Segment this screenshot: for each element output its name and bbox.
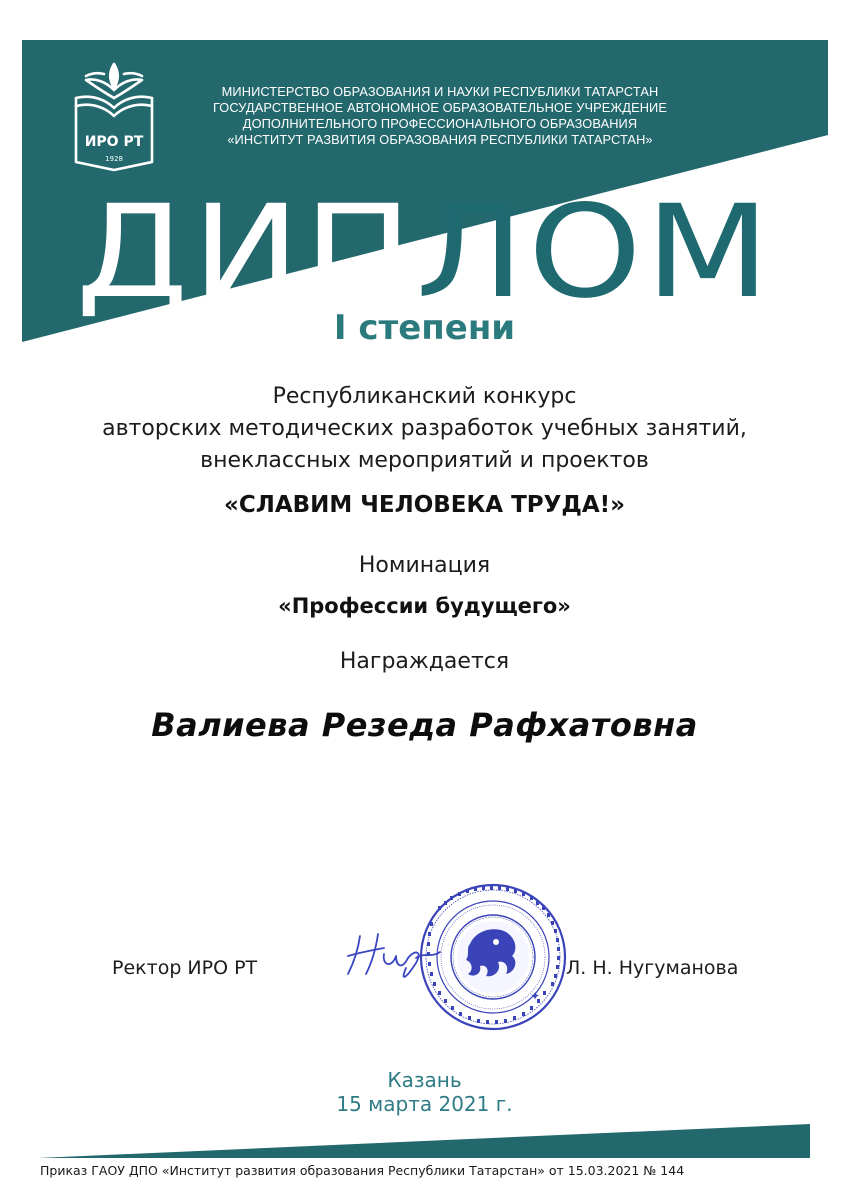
iro-logo [66, 58, 162, 182]
nomination-name: «Профессии будущего» [278, 594, 571, 618]
awardee-name: Валиева Резеда Рафхатовна [151, 706, 698, 744]
contest-line-3: внеклассных мероприятий и проектов [200, 448, 649, 473]
logo-text: ИРО РТ [84, 134, 144, 150]
logo-emblem-icon [66, 58, 162, 182]
footer-stripe [38, 1124, 810, 1158]
contest-name: «СЛАВИМ ЧЕЛОВЕКА ТРУДА!» [223, 492, 626, 518]
signatory-name: Л. Н. Нугуманова [566, 957, 739, 979]
issue-date: 15 марта 2021 г. [336, 1092, 513, 1116]
logo-year: 1928 [105, 155, 123, 163]
contest-line-2: авторских методических разработок учебных занятий, [102, 416, 747, 441]
location: Казань [387, 1068, 462, 1092]
degree-label: I степени [333, 308, 516, 348]
contest-line-1: Республиканский конкурс [272, 384, 577, 409]
nomination-label: Номинация [358, 553, 491, 578]
ministry-line-4: «ИНСТИТУТ РАЗВИТИЯ ОБРАЗОВАНИЯ РЕСПУБЛИКИ ТАТАРСТАН» [227, 132, 653, 147]
official-stamp [418, 882, 568, 1032]
ministry-line-2: ГОСУДАРСТВЕННОЕ АВТОНОМНОЕ ОБРАЗОВАТЕЛЬНОЕ УЧРЕЖДЕНИЕ [213, 100, 667, 115]
ministry-line-1: МИНИСТЕРСТВО ОБРАЗОВАНИЯ И НАУКИ РЕСПУБЛИКИ ТАТАРСТАН [221, 84, 659, 99]
signatory-position: Ректор ИРО РТ [112, 957, 258, 979]
diploma-title [0, 178, 849, 328]
svg-text:✦: ✦ [530, 989, 541, 1003]
order-reference: Приказ ГАОУ ДПО «Институт развития образования Республики Татарстан» от 15.03.2021 № 144 [40, 1163, 685, 1178]
title-part-green: ЛОМ [415, 178, 774, 327]
awarded-label: Награждается [339, 649, 510, 674]
ministry-line-3: ДОПОЛНИТЕЛЬНОГО ПРОФЕССИОНАЛЬНОГО ОБРАЗОВАНИЯ [242, 116, 638, 131]
title-part-white: ДИП [75, 178, 416, 327]
